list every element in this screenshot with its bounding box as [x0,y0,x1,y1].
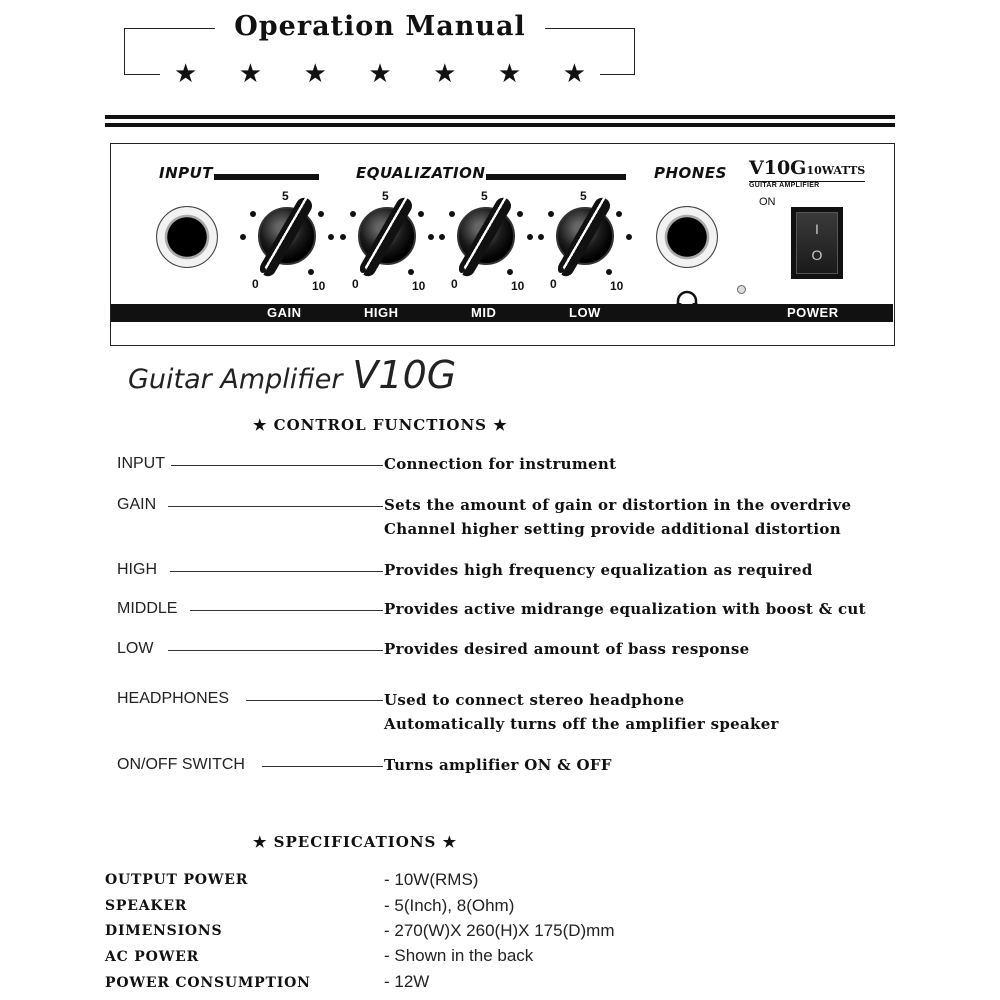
knob-mark-max: 10 [511,279,525,293]
function-label: INPUT [117,455,171,473]
spec-value: - 12W [384,972,430,991]
input-jack[interactable] [156,206,218,268]
function-desc: Sets the amount of gain or distortion in the overdrive [384,496,852,514]
power-switch[interactable] [791,207,843,279]
function-desc: Used to connect stereo headphone [384,691,685,709]
function-label: LOW [117,640,159,658]
brand-subtitle: GUITAR AMPLIFIER [749,181,865,190]
amplifier-panel [110,143,895,346]
leader-line [170,465,383,466]
function-desc: Provides desired amount of bass response [384,640,750,658]
switch-off-mark: O [811,247,823,263]
control-functions-heading: ★ CONTROL FUNCTIONS ★ [253,416,508,434]
star-icon: ★ [433,59,457,89]
knob-mark-min: 0 [252,277,259,291]
spec-value: - 10W(RMS) [384,870,479,889]
star-icon: ★ [562,59,586,89]
phones-jack[interactable] [656,206,718,268]
page-title: Operation Manual [215,8,545,46]
label-strip [111,304,893,322]
spec-key: AC POWER [105,949,200,965]
star-icon: ★ [497,59,522,89]
brand-model: V10G [749,157,807,179]
knob-mark-mid: 5 [282,189,289,203]
input-label: INPUT [159,164,214,182]
star-icon: ★ [238,59,263,89]
leader-line [262,766,383,767]
knob-mark-min: 0 [352,277,359,291]
gain-knob[interactable] [238,189,336,293]
divider-rule [105,123,895,127]
function-desc: Provides active midrange equalization with boost & cut [384,600,866,618]
function-desc: Connection for instrument [384,455,617,473]
switch-on-mark: I [815,221,819,237]
leader-line [190,610,383,611]
power-led [737,285,746,294]
function-label: ON/OFF SWITCH [117,756,251,774]
knob-mark-max: 10 [312,279,326,293]
spec-value: - Shown in the back [384,946,534,965]
star-icon: ★ [174,59,198,89]
gain-label: GAIN [267,305,302,320]
leader-line [246,700,383,701]
brand-watts: 10WATTS [806,164,866,177]
leader-line [168,650,383,651]
high-label: HIGH [364,305,399,320]
knob-mark-mid: 5 [580,189,587,203]
knob-mark-mid: 5 [382,189,389,203]
mid-label: MID [471,305,497,320]
model-line2: V10G [352,353,457,397]
model-title [128,353,456,397]
function-desc: Channel higher setting provide additional distortion [384,520,841,538]
high-knob[interactable] [338,189,436,293]
function-desc: Provides high frequency equalization as required [384,561,813,579]
spec-key: POWER CONSUMPTION [105,975,311,991]
function-label: HIGH [117,561,163,579]
on-label: ON [759,196,776,208]
model-line1: Guitar Amplifier [128,364,343,395]
knob-mark-max: 10 [610,279,624,293]
specifications-heading: ★ SPECIFICATIONS ★ [253,833,458,851]
knob-mark-mid: 5 [481,189,488,203]
function-label: MIDDLE [117,600,183,618]
knob-mark-min: 0 [550,277,557,291]
equalization-bar [486,174,626,180]
low-label: LOW [569,305,601,320]
phones-label: PHONES [654,164,727,182]
function-desc: Turns amplifier ON & OFF [384,756,612,774]
star-icon: ★ [368,59,392,89]
spec-key: SPEAKER [105,898,188,914]
function-label: GAIN [117,496,162,514]
spec-key: OUTPUT POWER [105,872,249,888]
brand-logo [749,158,865,190]
mid-knob[interactable] [437,189,535,293]
low-knob[interactable] [536,189,634,293]
star-icon: ★ [303,59,327,89]
knob-mark-min: 0 [451,277,458,291]
leader-line [170,571,383,572]
spec-value: - 270(W)X 260(H)X 175(D)mm [384,921,615,940]
input-bar [214,174,319,180]
equalization-label: EQUALIZATION [356,164,486,182]
spec-key: DIMENSIONS [105,923,223,939]
function-desc: Automatically turns off the amplifier speaker [384,715,779,733]
power-label: POWER [787,305,839,320]
star-row [160,54,600,94]
spec-value: - 5(Inch), 8(Ohm) [384,896,515,915]
divider-rule [105,115,895,119]
leader-line [168,506,383,507]
knob-mark-max: 10 [412,279,426,293]
function-label: HEADPHONES [117,690,235,708]
